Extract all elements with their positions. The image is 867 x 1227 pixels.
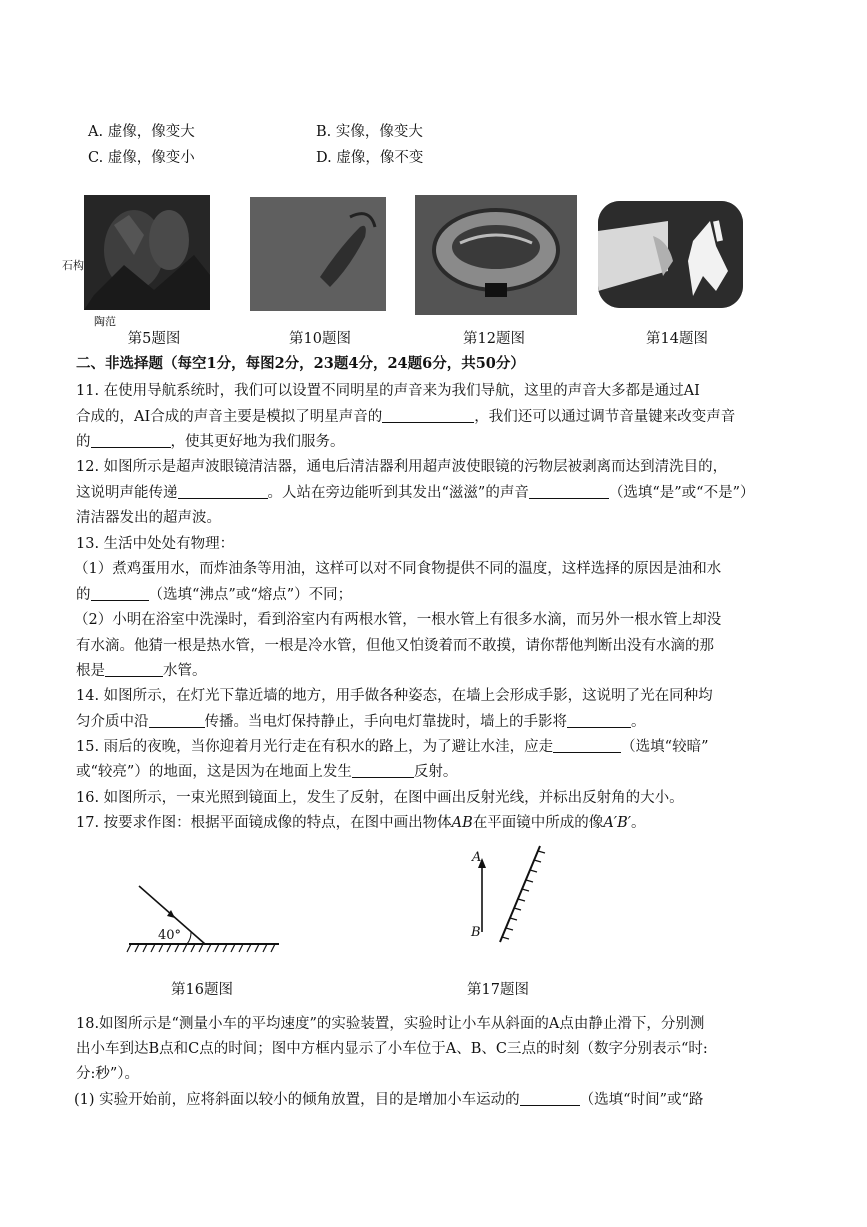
q17-text-a: 17. 按要求作图：根据平面镜成像的特点，在图中画出物体 xyxy=(76,815,452,831)
q17-line-1 xyxy=(76,813,646,833)
section-2-heading: 二、非选择题（每空1分，每图2分，23题4分，24题6分，共50分） xyxy=(76,355,525,372)
q13-part1-line-2 xyxy=(76,585,352,605)
q18-part1-line xyxy=(74,1090,703,1110)
q14-line-2 xyxy=(76,712,646,732)
q11-line-1: 11. 在使用导航系统时，我们可以设置不同明星的声音来为我们导航，这里的声音大多都是通过AI xyxy=(76,383,700,399)
q11-line-3-text-b: ，使其更好地为我们服务。 xyxy=(170,434,345,450)
q18-line-3: 分:秒”）。 xyxy=(76,1066,140,1082)
q14-text-c: 。 xyxy=(631,714,646,730)
figure-5-caption: 第5题图 xyxy=(127,331,181,347)
q16-line-1: 16. 如图所示，一束光照到镜面上，发生了反射，在图中画出反射光线，并标出反射角的大小。 xyxy=(76,790,684,806)
q13-blank-2 xyxy=(105,662,163,677)
figure-12-photo xyxy=(415,195,577,315)
q11-line-2 xyxy=(76,407,735,427)
angle-arc xyxy=(187,932,191,944)
q12-line-2-text-a: 这说明声能传递 xyxy=(76,485,178,501)
q15-blank-2 xyxy=(352,763,414,778)
q11-line-2-text-b: ，我们还可以通过调节音量键来改变声音 xyxy=(474,409,736,425)
q14-text-b: 传播。当电灯保持静止，手向电灯靠拢时，墙上的手影将 xyxy=(204,714,567,730)
q18-line-1: 18.如图所示是“测量小车的平均速度”的实验装置，实验时让小车从斜面的A点由静止滑下，分别测 xyxy=(76,1016,705,1032)
q13-part2-text-a: 根是 xyxy=(76,663,105,679)
q15-text-c: 或“较亮”）的地面，这是因为在地面上发生 xyxy=(76,764,352,780)
q14-text-a: 匀介质中沿 xyxy=(76,714,149,730)
q13-line-1: 13. 生活中处处有物理： xyxy=(76,536,235,552)
option-d: D. 虚像，像不变 xyxy=(316,150,424,166)
q14-blank-1 xyxy=(149,713,205,728)
q17-object-ab: AB xyxy=(451,815,473,831)
q13-part2-line-1: （2）小明在浴室中洗澡时，看到浴室内有两根水管，一根水管上有很多水滴，而另外一根水管上却没 xyxy=(74,612,722,628)
figure-14-photo xyxy=(598,201,743,308)
q11-line-3 xyxy=(76,432,345,452)
figure-14-caption: 第14题图 xyxy=(646,331,708,347)
figure-10-texture xyxy=(250,197,386,311)
option-c: C. 虚像，像变小 xyxy=(88,150,195,166)
q12-line-2-text-c: （选填“是”或“不是”） xyxy=(608,485,755,501)
q15-text-d: 反射。 xyxy=(413,764,458,780)
q11-line-3-text-a: 的 xyxy=(76,434,91,450)
q12-blank-2 xyxy=(529,484,609,499)
q17-image-ab: A′B′ xyxy=(603,815,632,831)
figure-17-caption: 第17题图 xyxy=(467,982,529,998)
figure-12-texture xyxy=(415,195,577,315)
figure-12-caption: 第12题图 xyxy=(463,331,525,347)
figure-16-angle-label: 40° xyxy=(158,928,182,943)
q13-part2-line-2: 有水滴。他猜一根是热水管，一根是冷水管，但他又怕烫着而不敢摸，请你帮他判断出没有水滴的那 xyxy=(76,638,714,654)
q15-text-a: 15. 雨后的夜晚，当你迎着月光行走在有积水的路上，为了避让水洼，应走 xyxy=(76,739,554,755)
figure-10-caption: 第10题图 xyxy=(289,331,351,347)
q15-blank-1 xyxy=(553,738,621,753)
q13-part2-line-3 xyxy=(76,661,207,681)
q18-line-2: 出小车到达B点和C点的时间；图中方框内显示了小车位于A、B、C三点的时刻（数字分别表示“时: xyxy=(76,1041,708,1057)
q17-text-b: 在平面镜中所成的像 xyxy=(472,815,604,831)
q13-part1-text-b: （选填“沸点”或“熔点”）不同； xyxy=(148,587,353,603)
q14-blank-2 xyxy=(567,713,631,728)
q13-blank-1 xyxy=(91,586,149,601)
figure-17-label-b: B xyxy=(471,925,481,940)
q11-blank-2 xyxy=(91,433,171,448)
q13-part2-text-b: 水管。 xyxy=(163,663,207,679)
figure-14-texture xyxy=(598,201,743,308)
figure-5-photo xyxy=(84,195,210,310)
option-b: B. 实像，像变大 xyxy=(316,124,423,140)
q15-text-b: （选填“较暗” xyxy=(621,739,709,755)
q18-part1-text-b: （选填“时间”或“路 xyxy=(579,1092,704,1108)
q12-line-1: 12. 如图所示是超声波眼镜清洁器，通电后清洁器利用超声波使眼镜的污物层被剥离而达到清洗目的， xyxy=(76,459,728,475)
q15-line-2 xyxy=(76,762,457,782)
plane-mirror-hatching xyxy=(502,851,545,939)
figure-16-diagram xyxy=(125,880,285,960)
q12-line-2-text-b: 。人站在旁边能听到其发出“滋滋”的声音 xyxy=(267,485,529,501)
q18-blank-1 xyxy=(520,1091,580,1106)
q18-part1-text-a: (1) 实验开始前，应将斜面以较小的倾角放置，目的是增加小车运动的 xyxy=(74,1092,520,1108)
mirror-hatching xyxy=(127,944,275,952)
q12-line-2 xyxy=(76,483,754,503)
q12-line-3: 清洁器发出的超声波。 xyxy=(76,510,221,526)
q11-blank-1 xyxy=(382,408,474,423)
q13-part1-line-1: （1）煮鸡蛋用水，而炸油条等用油，这样可以对不同食物提供不同的温度，这样选择的原因是油和水 xyxy=(74,561,722,577)
figure-5-side-label: 石构 xyxy=(62,259,84,272)
figure-5-bottom-label: 陶范 xyxy=(94,315,116,328)
option-a: A. 虚像，像变大 xyxy=(88,124,195,140)
q13-part1-text-a: 的 xyxy=(76,587,91,603)
q12-blank-1 xyxy=(178,484,268,499)
q11-line-2-text-a: 合成的，AI合成的声音主要是模拟了明星声音的 xyxy=(76,409,383,425)
figure-17-label-a: A xyxy=(472,850,482,865)
figure-10-photo xyxy=(250,197,386,311)
q14-line-1: 14. 如图所示，在灯光下靠近墙的地方，用手做各种姿态，在墙上会形成手影，这说明了光在同种均 xyxy=(76,688,713,704)
q15-line-1 xyxy=(76,737,709,757)
figure-16-caption: 第16题图 xyxy=(171,982,233,998)
q17-text-c: 。 xyxy=(631,815,646,831)
figure-5-texture xyxy=(84,195,210,310)
